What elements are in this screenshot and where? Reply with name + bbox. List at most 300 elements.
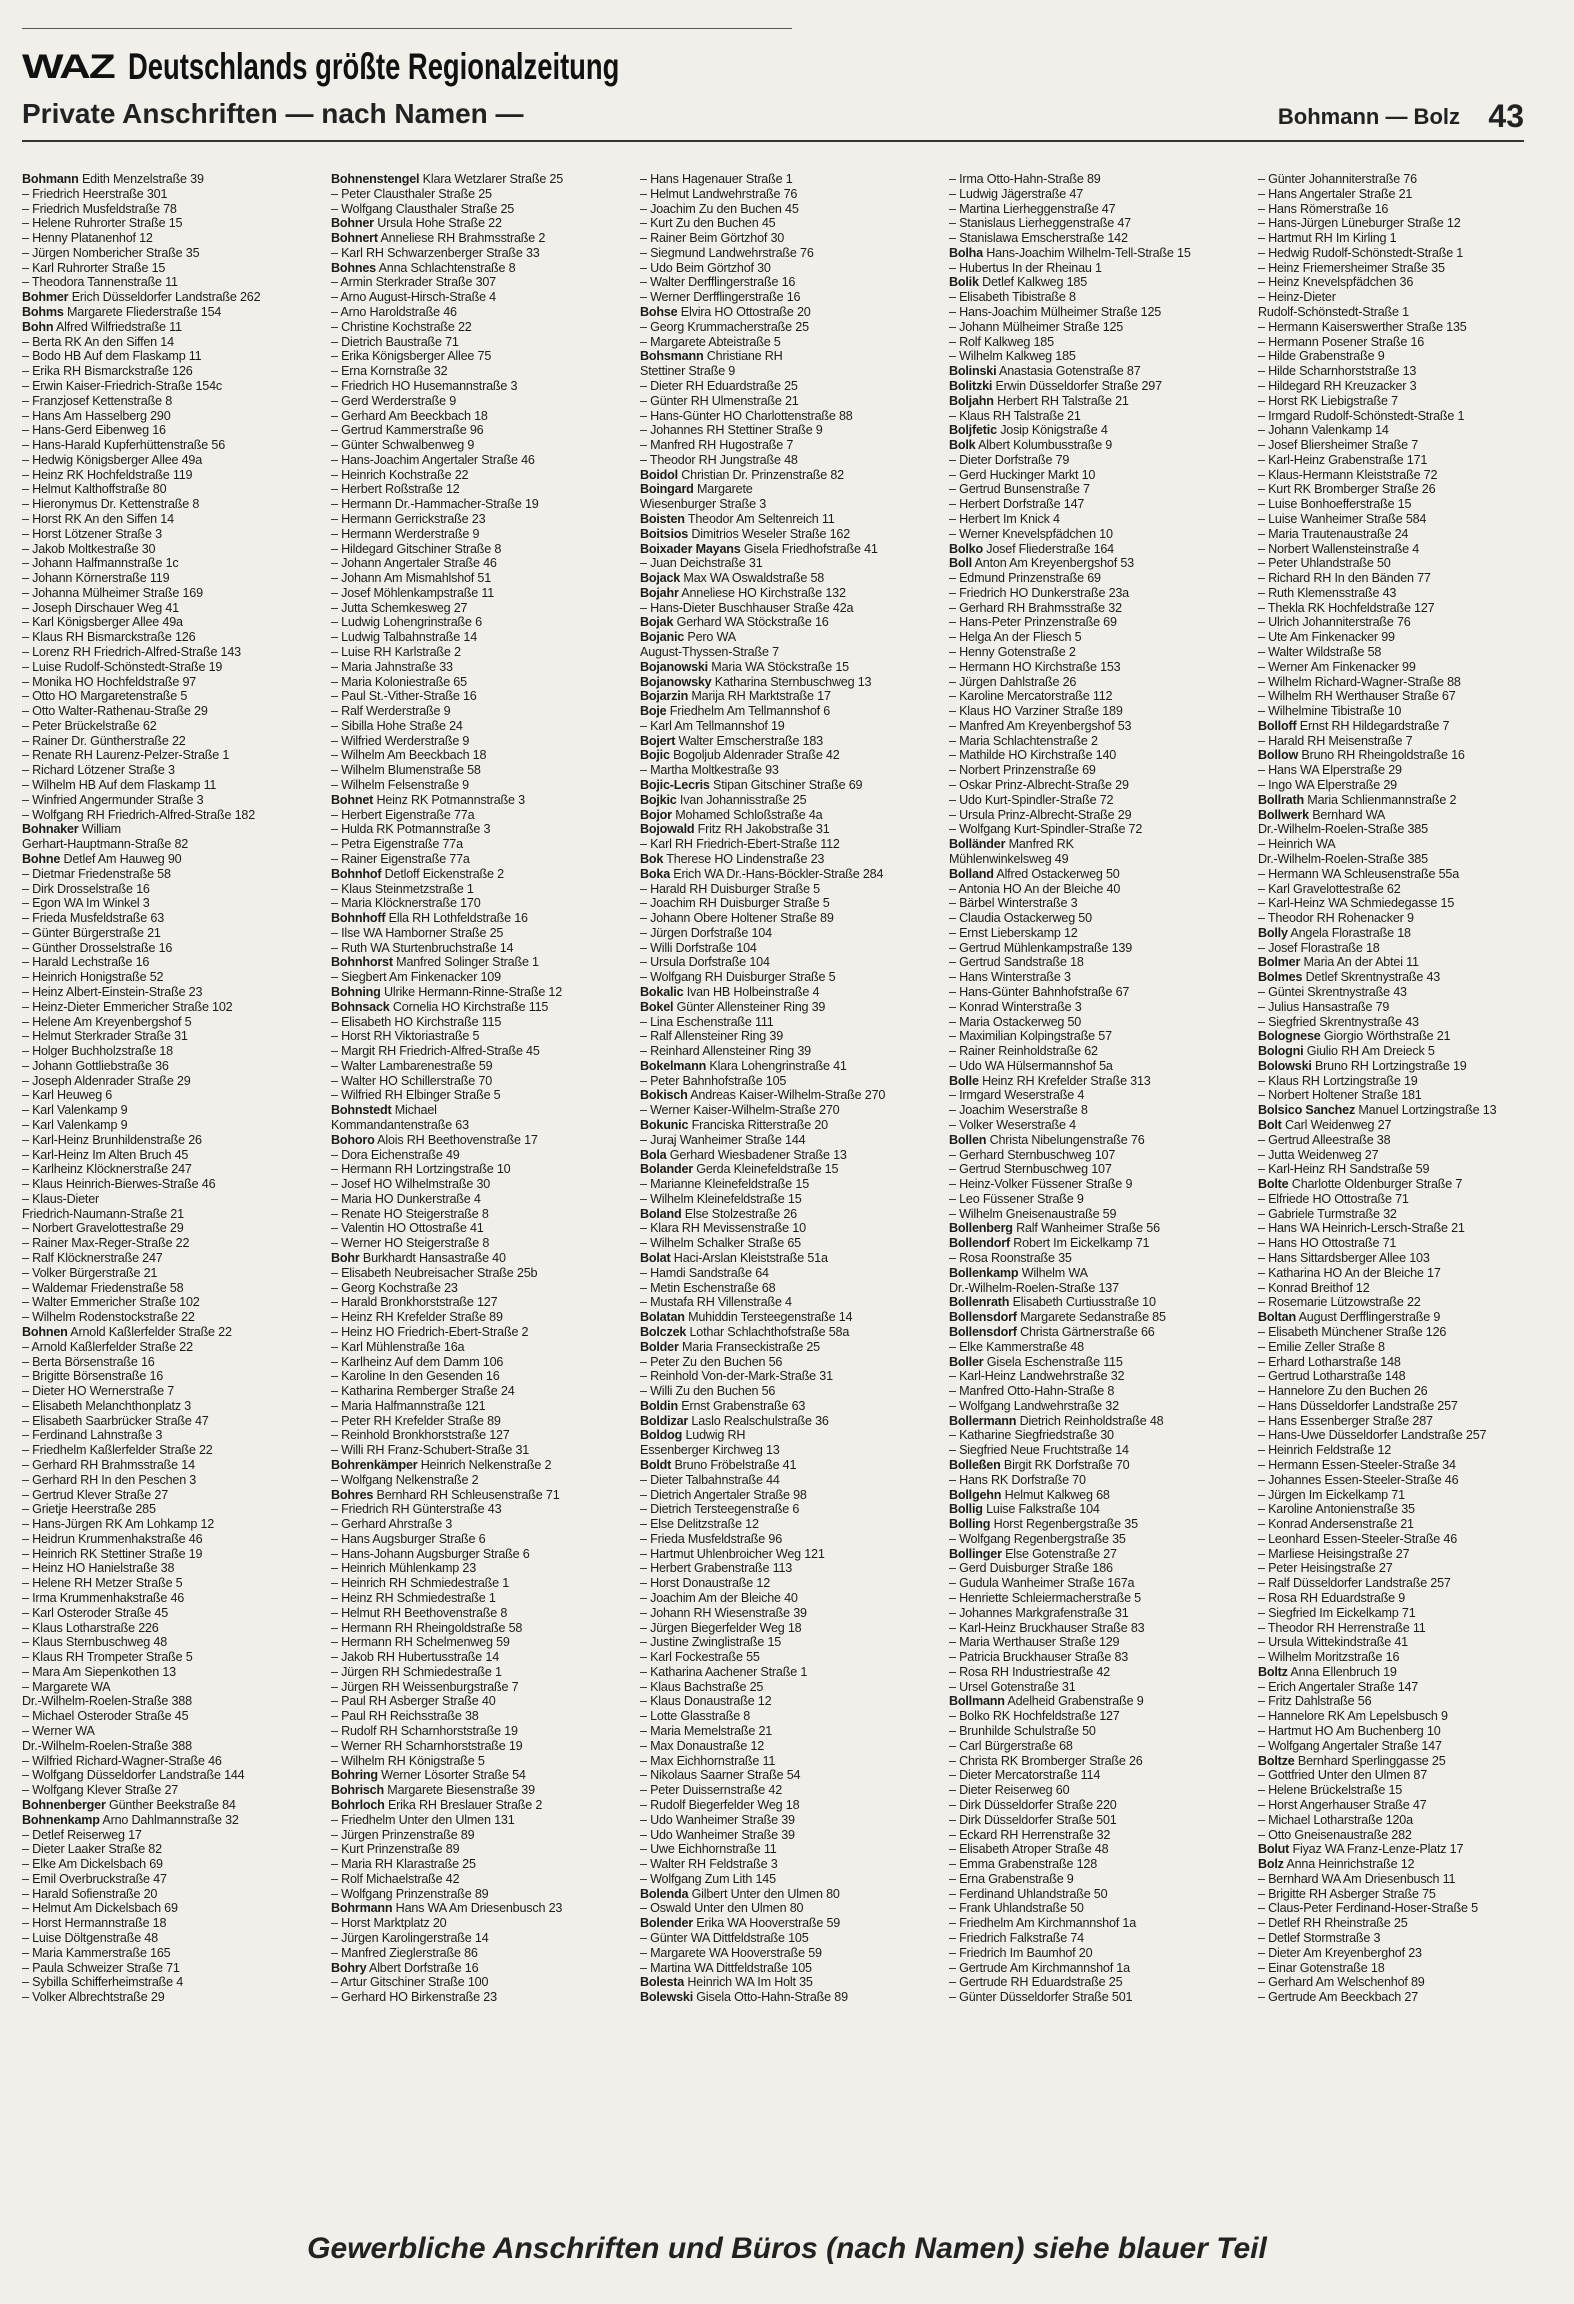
surname: Bohres [331,1487,374,1502]
directory-entry: – Fritz Dahlstraße 56 [1258,1694,1372,1709]
surname: Boller [949,1354,984,1369]
directory-entry: – Elke Am Dickelsbach 69 [22,1857,163,1872]
directory-entry: – Eckard RH Herrenstraße 32 [949,1827,1111,1842]
directory-entry: Bolender Erika WA Hooverstraße 59 [640,1916,841,1931]
directory-entry: – Monika HO Hochfeldstraße 97 [22,674,197,689]
directory-entry: – Klaus RH Trompeter Straße 5 [22,1650,193,1665]
directory-entry: Bollow Bruno RH Rheingoldstraße 16 [1258,748,1465,763]
directory-entry: Bollrath Maria Schlienmannstraße 2 [1258,792,1457,807]
directory-entry: – Johannes Markgrafenstraße 31 [949,1605,1129,1620]
directory-entry: – Bernhard WA Am Driesenbusch 11 [1258,1871,1456,1886]
directory-entry: – Joseph Aldenrader Straße 29 [22,1073,191,1088]
directory-entry: – Josef Florastraße 18 [1258,940,1380,955]
directory-entry: – Heinz-Volker Füssener Straße 9 [949,1177,1133,1192]
directory-entry: Bohnhoff Ella RH Lothfeldstraße 16 [331,911,528,926]
directory-entry: – Hans Düsseldorfer Landstraße 257 [1258,1398,1458,1413]
directory-entry: – Christine Kochstraße 22 [331,319,472,334]
tagline: Deutschlands größte Regionalzeitung [127,46,620,87]
directory-entry: – Richard Lötzener Straße 3 [22,763,175,778]
directory-entry: – Dieter Reiserweg 60 [949,1783,1070,1798]
directory-entry: – Wilhelm Rodenstockstraße 22 [22,1310,195,1325]
directory-entry: – Heinz RK Hochfeldstraße 119 [22,467,193,482]
directory-entry: – Willi Zu den Buchen 56 [640,1384,776,1399]
directory-entry: – Heinz Friemersheimer Straße 35 [1258,260,1445,275]
surname: Bolko [949,541,983,556]
directory-entry: – Siegfried Neue Fruchtstraße 14 [949,1443,1129,1458]
directory-entry: – Brunhilde Schulstraße 50 [949,1724,1096,1739]
directory-entry: – Horst Marktplatz 20 [331,1916,447,1931]
directory-entry: – Hans-Joachim Angertaler Straße 46 [331,452,535,467]
surname: Bokalic [640,984,684,999]
directory-entry: – Otto HO Margaretenstraße 5 [22,689,188,704]
directory-entry: – Wilhelmine Tibistraße 10 [1258,704,1402,719]
directory-entry: – Udo WA Hülsermannshof 5a [949,1058,1113,1073]
directory-entry: – Manfred Zieglerstraße 86 [331,1945,478,1960]
surname: Bollenrath [949,1295,1010,1310]
directory-entry: Bohmer Erich Düsseldorfer Landstraße 262 [22,290,261,305]
directory-entry: Bohnaker William [22,822,121,837]
directory-entry: – Hans WA Elperstraße 29 [1258,763,1402,778]
directory-entry: – Hermann Dr.-Hammacher-Straße 19 [331,497,539,512]
surname: Boixader Mayans [640,541,741,556]
directory-entry: – Klara RH Mevissenstraße 10 [640,1221,806,1236]
directory-entry: – Gerhard Sternbuschweg 107 [949,1147,1116,1162]
directory-entry: Bohres Bernhard RH Schleusenstraße 71 [331,1487,560,1502]
directory-entry: – Wolfgang Düsseldorfer Landstraße 144 [22,1768,245,1783]
directory-entry: – Herbert Dorfstraße 147 [949,497,1085,512]
directory-entry: – Hermann Kaiserswerther Straße 135 [1258,319,1467,334]
directory-entry: – Friedrich Musfeldstraße 78 [22,201,177,216]
directory-entry: Boje Friedhelm Am Tellmannshof 6 [640,704,831,719]
directory-entry: – Dietrich Angertaler Straße 98 [640,1487,807,1502]
directory-entry: – Dora Eichenstraße 49 [331,1147,460,1162]
directory-entry: – Siegbert Am Finkenacker 109 [331,970,501,985]
surname: Bohn [22,319,54,334]
directory-entry: – Reinhold Von-der-Mark-Straße 31 [640,1369,833,1384]
directory-entry: – Elfriede HO Ottostraße 71 [1258,1191,1409,1206]
directory-entry: Bolle Heinz RH Krefelder Straße 313 [949,1073,1151,1088]
directory-entry: – Irmgard Weserstraße 4 [949,1088,1085,1103]
directory-entry: – Wilhelm RH Königstraße 5 [331,1753,485,1768]
directory-entry: Bohry Albert Dorfstraße 16 [331,1960,479,1975]
directory-entry: Bokalic Ivan HB Holbeinstraße 4 [640,984,820,999]
directory-entry: – Theodor RH Herrenstraße 11 [1258,1620,1426,1635]
surname: Bohnaker [22,822,79,837]
directory-entry: – Wilfried Richard-Wagner-Straße 46 [22,1753,222,1768]
surname: Bolle [949,1073,979,1088]
directory-entry: – Hartmut RH Im Kirling 1 [1258,231,1397,246]
directory-entry: – Josef HO Wilhelmstraße 30 [331,1177,491,1192]
directory-entry: – Hedwig Rudolf-Schönstedt-Straße 1 [1258,245,1464,260]
directory-entry: – Rosa RH Eduardstraße 9 [1258,1591,1406,1605]
directory-entry: – Dietrich Baustraße 71 [331,334,459,349]
directory-entry: – Gerhard Am Beeckbach 18 [331,408,488,423]
directory-entry: – Walter RH Feldstraße 3 [640,1857,778,1872]
directory-entry: – Friedrich Im Baumhof 20 [949,1945,1093,1960]
directory-entry: – Theodor RH Jungstraße 48 [640,452,798,467]
directory-entry: – Friedhelm Unter den Ulmen 131 [331,1812,515,1827]
directory-entry: Boka Erich WA Dr.-Hans-Böckler-Straße 284 [640,866,884,881]
directory-entry: – Karl Am Tellmannshof 19 [640,718,785,733]
directory-entry: – Klaus Donaustraße 12 [640,1694,772,1709]
surname: Boll [949,556,972,571]
directory-entry: Bojkic Ivan Johannisstraße 25 [640,792,807,807]
directory-entry: – Günter Schwalbenweg 9 [331,438,475,453]
directory-entry: – Güntei Skrentnystraße 43 [1258,984,1407,999]
directory-entry: – Mathilde HO Kirchstraße 140 [949,748,1117,763]
directory-entry: – Hermann WA Schleusenstraße 55a [1258,866,1460,881]
directory-entry: – Henny Platanenhof 12 [22,231,153,246]
surname: Boje [640,704,667,719]
directory-entry: – Armin Sterkrader Straße 307 [331,275,496,290]
surname: Bohsmann [640,349,704,364]
directory-entry: – Hans-Gerd Eibenweg 16 [22,423,166,438]
directory-entry: – Dieter Laaker Straße 82 [22,1842,162,1857]
directory-entry: – Jakob Moltkestraße 30 [22,541,156,556]
surname: Bohne [22,851,61,866]
directory-entry: – Walter Emmericher Straße 102 [22,1295,200,1310]
surname: Bohnhof [331,866,382,881]
surname: Boltze [1258,1753,1295,1768]
directory-entry: – Ulrich Johanniterstraße 76 [1258,615,1411,630]
surname: Bojanowski [640,659,708,674]
surname: Bojack [640,571,681,586]
column-3 [640,172,933,2005]
directory-entry: Bollen Christa Nibelungenstraße 76 [949,1132,1145,1147]
directory-entry: – Klaus RH Bismarckstraße 126 [22,630,196,645]
directory-entry: – Paul RH Asberger Straße 40 [331,1694,496,1709]
directory-entry: Boitsios Dimitrios Weseler Straße 162 [640,526,851,541]
surname: Bollendorf [949,1236,1010,1251]
directory-entry: Bohne Detlef Am Hauweg 90 [22,851,182,866]
directory-entry: – Otto Gneisenaustraße 282 [1258,1827,1412,1842]
surname: Bojic [640,748,670,763]
directory-entry: – Waldemar Friedenstraße 58 [22,1280,184,1295]
directory-entry: – Jürgen Im Eickelkamp 71 [1258,1487,1405,1502]
directory-entry: – Dietrich Tersteegenstraße 6 [640,1502,800,1517]
directory-entry: – Henny Gotenstraße 2 [949,645,1076,659]
directory-entry: – Detlef Stormstraße 3 [1258,1930,1381,1945]
directory-entry: – Margarete WA Hooverstraße 59 [640,1945,822,1960]
directory-entry: – Gerhard RH In den Peschen 3 [22,1472,197,1487]
directory-entry: – Hermann Werderstraße 9 [331,526,480,541]
directory-entry: – Wolfgang Nelkenstraße 2 [331,1472,479,1487]
surname: Bojic-Lecris [640,778,710,793]
directory-entry: Bojack Max WA Oswaldstraße 58 [640,571,825,586]
directory-entry: – Wolfgang Prinzenstraße 89 [331,1886,489,1901]
directory-entry: – Hieronymus Dr. Kettenstraße 8 [22,497,200,512]
directory-entry: – Luise Rudolf-Schönstedt-Straße 19 [22,659,223,674]
directory-entry: – Peter RH Krefelder Straße 89 [331,1413,501,1428]
directory-columns [22,172,1526,2184]
directory-entry: – Martina WA Dittfeldstraße 105 [640,1960,812,1975]
directory-entry: – Karl Ruhrorter Straße 15 [22,260,166,275]
directory-entry: – Peter Brückelstraße 62 [22,718,157,733]
directory-entry: – Gertrud Bunsenstraße 7 [949,482,1090,497]
directory-entry: – Sybilla Schifferheimstraße 4 [22,1975,184,1990]
surname: Bojowald [640,822,695,837]
directory-entry: – Berta RK An den Siffen 14 [22,334,174,349]
directory-entry: – Nikolaus Saarner Straße 54 [640,1768,801,1783]
directory-entry: – Heinz Knevelspfädchen 36 [1258,275,1414,290]
directory-entry: – Heinrich WA [1258,837,1336,852]
directory-entry: – Dietmar Friedenstraße 58 [22,866,171,881]
directory-entry: – Gerd Werderstraße 9 [331,393,457,408]
directory-entry: – Rosa RH Industriestraße 42 [949,1664,1110,1679]
directory-entry: Bolland Alfred Ostackerweg 50 [949,866,1120,881]
directory-entry: – Elisabeth Neubreisacher Straße 25b [331,1265,538,1280]
directory-entry: – Johann Körnerstraße 119 [22,571,170,586]
directory-entry: – Volker Bürgerstraße 21 [22,1265,158,1280]
directory-entry: – Ferdinand Lahnstraße 3 [22,1428,163,1443]
directory-entry: – Günter Düsseldorfer Straße 501 [949,1990,1133,2005]
surname: Bolut [1258,1842,1290,1857]
surname: Bohnsack [331,999,390,1014]
directory-entry: – Hans-Peter Prinzenstraße 69 [949,615,1117,630]
directory-entry: – Hermann Gerrickstraße 23 [331,511,486,526]
directory-entry: Bola Gerhard Wiesbadener Straße 13 [640,1147,847,1162]
directory-entry: – Rolf Kalkweg 185 [949,334,1054,349]
surname: Bojor [640,807,672,822]
directory-entry: – Peter Bahnhofstraße 105 [640,1073,787,1088]
surname: Bohrloch [331,1797,385,1812]
directory-entry: – Irma Krummenhakstraße 46 [22,1591,185,1605]
directory-entry: – Rainer Dr. Güntherstraße 22 [22,733,186,748]
column-4 [949,172,1242,2005]
directory-entry: – Volker Albrechtstraße 29 [22,1990,165,2005]
surname: Bohnert [331,231,378,246]
surname: Bollermann [949,1413,1017,1428]
directory-entry: – Antonia HO An der Bleiche 40 [949,881,1121,896]
directory-entry: – Helga An der Fliesch 5 [949,630,1082,645]
directory-entry: – Günther Drosselstraße 16 [22,940,173,955]
directory-entry: – Stanislawa Emscherstraße 142 [949,231,1128,246]
directory-entry: – Heinrich RK Stettiner Straße 19 [22,1546,203,1561]
directory-entry: – Manfred Otto-Hahn-Straße 8 [949,1384,1115,1399]
directory-entry: – Siegmund Landwehrstraße 76 [640,245,814,260]
directory-entry: – Volker Weserstraße 4 [949,1118,1076,1132]
directory-entry: – Klaus Sternbuschweg 48 [22,1635,168,1650]
surname: Boingard [640,482,694,497]
directory-entry: – Bärbel Winterstraße 3 [949,896,1078,911]
directory-entry: – Hulda RK Potmannstraße 3 [331,822,491,837]
directory-entry: – Ludwig Lohengrinstraße 6 [331,615,482,630]
directory-entry: – Claudia Ostackerweg 50 [949,911,1092,926]
directory-entry: – Maximilian Kolpingstraße 57 [949,1029,1112,1044]
directory-entry: – Peter Duissernstraße 42 [640,1783,782,1798]
directory-entry: – Karl Valenkamp 9 [22,1118,128,1132]
directory-entry: – Luise Döltgenstraße 48 [22,1930,158,1945]
directory-entry: – Hans-Jürgen RK Am Lohkamp 12 [22,1517,215,1532]
directory-entry: – Karl Königsberger Allee 49a [22,615,183,630]
directory-entry: – Klaus Heinrich-Bierwes-Straße 46 [22,1177,216,1192]
directory-entry: – Emil Overbruckstraße 47 [22,1871,167,1886]
directory-entry: Bolha Hans-Joachim Wilhelm-Tell-Straße 15 [949,245,1191,260]
directory-entry: – Klaus Bachstraße 25 [640,1679,764,1694]
surname: Boldt [640,1457,672,1472]
surname: Boisten [640,511,685,526]
directory-entry: – Maria Werthauser Straße 129 [949,1635,1120,1650]
directory-entry: – Walter HO Schillerstraße 70 [331,1073,492,1088]
surname: Bojanowsky [640,674,712,689]
directory-entry: – Wilhelm RH Werthauser Straße 67 [1258,689,1456,704]
directory-entry: – Walter Derfflingerstraße 16 [640,275,796,290]
directory-entry: – Marliese Heisingstraße 27 [1258,1546,1410,1561]
directory-entry: – Horst Hermannstraße 18 [22,1916,167,1931]
directory-entry: – Rainer Reinholdstraße 62 [949,1044,1098,1059]
directory-entry: – Günter Johanniterstraße 76 [1258,172,1417,186]
directory-entry: Boljfetic Josip Königstraße 4 [949,423,1108,438]
directory-entry: – Grietje Heerstraße 285 [22,1502,156,1517]
directory-entry: – Irma Otto-Hahn-Straße 89 [949,172,1101,186]
directory-entry: – Artur Gitschiner Straße 100 [331,1975,489,1990]
directory-entry: – Wilhelm Kalkweg 185 [949,349,1076,364]
directory-entry: – Hedwig Königsberger Allee 49a [22,452,203,467]
directory-entry: Bohmann Edith Menzelstraße 39 [22,172,204,186]
directory-entry: – Johann Valenkamp 14 [1258,423,1389,438]
surname: Bolk [949,438,976,453]
directory-entry: – Wolfgang Zum Lith 145 [640,1871,776,1886]
surname: Bollinger [949,1546,1002,1561]
directory-entry: Bohnenkamp Arno Dahlmannstraße 32 [22,1812,239,1827]
directory-entry: – Gerhard Am Welschenhof 89 [1258,1975,1425,1990]
surname: Bollow [1258,748,1299,763]
directory-entry: – Hubertus In der Rheinau 1 [949,260,1102,275]
directory-entry: – Julius Hansastraße 79 [1258,999,1390,1014]
directory-entry: – Maria HO Dunkerstraße 4 [331,1191,481,1206]
directory-entry: – Ilse WA Hamborner Straße 25 [331,925,504,940]
directory-entry: – Hans WA Heinrich-Lersch-Straße 21 [1258,1221,1465,1236]
directory-entry: – Kurt RK Bromberger Straße 26 [1258,482,1436,497]
directory-entry: – Johannes RH Stettiner Straße 9 [640,423,823,438]
directory-entry: – Peter Zu den Buchen 56 [640,1354,783,1369]
directory-entry: – Maria Schlachtenstraße 2 [949,733,1098,748]
directory-entry: – Emma Grabenstraße 128 [949,1857,1097,1872]
surname: Bolik [949,275,979,290]
directory-entry: – Johann Obere Holtener Straße 89 [640,911,834,926]
directory-entry: – Renate RH Laurenz-Pelzer-Straße 1 [22,748,230,763]
surname: Boljahn [949,393,994,408]
directory-entry: – Heinz-Dieter Emmericher Straße 102 [22,999,233,1014]
directory-entry: Boldizar Laslo Realschulstraße 36 [640,1413,829,1428]
directory-entry: – Hans Römerstraße 16 [1258,201,1389,216]
directory-entry: – Heinz HO Hanielstraße 38 [22,1561,175,1576]
directory-entry: – Hans Winterstraße 3 [949,970,1071,985]
directory-entry: – Klaus RH Talstraße 21 [949,408,1081,423]
directory-entry: Friedrich-Naumann-Straße 21 [22,1206,184,1221]
column-5 [1258,172,1526,2005]
surname: Boltz [1258,1664,1288,1679]
directory-entry: – Klaus RH Lortzingstraße 19 [1258,1073,1418,1088]
surname: Bohnenstengel [331,172,420,186]
directory-entry: – Ingo WA Elperstraße 29 [1258,778,1397,793]
directory-entry: – Ludwig Talbahnstraße 14 [331,630,477,645]
directory-entry: – Joachim Weserstraße 8 [949,1103,1088,1118]
directory-entry: – Rudolf RH Scharnhorststraße 19 [331,1724,518,1739]
directory-entry: – Harald Sofienstraße 20 [22,1886,158,1901]
directory-entry: – Elisabeth Tibistraße 8 [949,290,1076,305]
directory-entry: – Ludwig Jägerstraße 47 [949,186,1084,201]
directory-entry: – Hans-Dieter Buschhauser Straße 42a [640,600,854,615]
directory-entry: – Carl Bürgerstraße 68 [949,1738,1073,1753]
directory-entry: – Willi RH Franz-Schubert-Straße 31 [331,1443,530,1458]
directory-entry: – Maria Trautenaustraße 24 [1258,526,1409,541]
directory-entry: – Gertrud Mühlenkampstraße 139 [949,940,1132,955]
directory-entry: – Johann Gottliebstraße 36 [22,1058,169,1073]
surname: Bollrath [1258,792,1304,807]
directory-entry: Bojanowsky Katharina Sternbuschweg 13 [640,674,872,689]
directory-entry: – Hermann RH Lortzingstraße 10 [331,1162,511,1177]
directory-entry: – Friedrich Heerstraße 301 [22,186,168,201]
directory-entry: Bolloff Ernst RH Hildegardstraße 7 [1258,718,1450,733]
footer-note: Gewerbliche Anschriften und Büros (nach Namen) siehe blauer Teil [307,2232,1267,2265]
surname: Bohr [331,1251,360,1266]
surname: Bolewski [640,1990,693,2005]
surname: Bolly [1258,925,1288,940]
directory-entry: – Peter Heisingstraße 27 [1258,1561,1393,1576]
directory-entry: Bohnstedt Michael [331,1103,437,1118]
directory-entry: – Harald Bronkhorststraße 127 [331,1295,498,1310]
directory-entry: – Klaus Steinmetzstraße 1 [331,881,474,896]
directory-entry: – Manfred RH Hugostraße 7 [640,438,794,453]
directory-entry: – Werner Knevelspfädchen 10 [949,526,1113,541]
directory-entry: – Joachim Zu den Buchen 45 [640,201,799,216]
directory-entry: – Mustafa RH Villenstraße 4 [640,1295,792,1310]
directory-entry: – Ruth WA Sturtenbruchstraße 14 [331,940,514,955]
directory-entry: Bolinski Anastasia Gotenstraße 87 [949,364,1141,379]
directory-entry: – Hans-Jürgen Lüneburger Straße 12 [1258,216,1461,231]
directory-entry: – Christa RK Bromberger Straße 26 [949,1753,1143,1768]
directory-entry: Bolat Haci-Arslan Kleiststraße 51a [640,1251,828,1266]
directory-entry: – Hildegard RH Kreuzacker 3 [1258,378,1417,393]
directory-entry: Bokisch Andreas Kaiser-Wilhelm-Straße 270 [640,1088,886,1103]
directory-entry: Bohning Ulrike Hermann-Rinne-Straße 12 [331,984,563,999]
directory-entry: – Harald RH Duisburger Straße 5 [640,881,820,896]
directory-entry: Bollermann Dietrich Reinholdstraße 48 [949,1413,1164,1428]
directory-entry: – Klaus Lotharstraße 226 [22,1620,159,1635]
directory-entry: Bojahr Anneliese HO Kirchstraße 132 [640,585,846,600]
directory-entry: – Arnold Kaßlerfelder Straße 22 [22,1339,193,1354]
directory-entry: – Irmgard Rudolf-Schönstedt-Straße 1 [1258,408,1465,423]
directory-entry: – Herbert Roßstraße 12 [331,482,460,497]
directory-entry: – Günter WA Dittfeldstraße 105 [640,1930,809,1945]
directory-entry: Bollgehn Helmut Kalkweg 68 [949,1487,1110,1502]
directory-entry: – Jürgen Nombericher Straße 35 [22,245,200,260]
directory-entry: Bollmann Adelheid Grabenstraße 9 [949,1694,1144,1709]
surname: Bolognese [1258,1029,1321,1044]
directory-entry: – Heinrich Feldstraße 12 [1258,1443,1392,1458]
surname: Bojahr [640,585,679,600]
directory-entry: Bohring Werner Lösorter Straße 54 [331,1768,526,1783]
directory-entry: Mühlenwinkelsweg 49 [949,851,1069,866]
directory-entry: – Hans Augsburger Straße 6 [331,1531,486,1546]
directory-entry: – Günter Bürgerstraße 21 [22,925,161,940]
directory-entry: Bohn Alfred Wilfriedstraße 11 [22,319,182,334]
directory-entry: Kommandantenstraße 63 [331,1118,469,1132]
surname: Bolmes [1258,970,1303,985]
surname: Bohrisch [331,1783,384,1798]
directory-entry: Bohrloch Erika RH Breslauer Straße 2 [331,1797,543,1812]
directory-entry: – Heinz-Dieter [1258,290,1336,305]
directory-entry: – Richard RH In den Bänden 77 [1258,571,1431,586]
directory-entry: – Karl-Heinz Landwehrstraße 32 [949,1369,1125,1384]
directory-entry: – Rolf Michaelstraße 42 [331,1871,460,1886]
directory-entry: – Hildegard Gitschiner Straße 8 [331,541,502,556]
directory-entry: – Maria Kammerstraße 165 [22,1945,171,1960]
directory-entry: Bojanic Pero WA [640,630,736,645]
directory-entry: – Lina Eschenstraße 111 [640,1014,774,1029]
directory-entry: – Reinhard Allensteiner Ring 39 [640,1044,811,1059]
